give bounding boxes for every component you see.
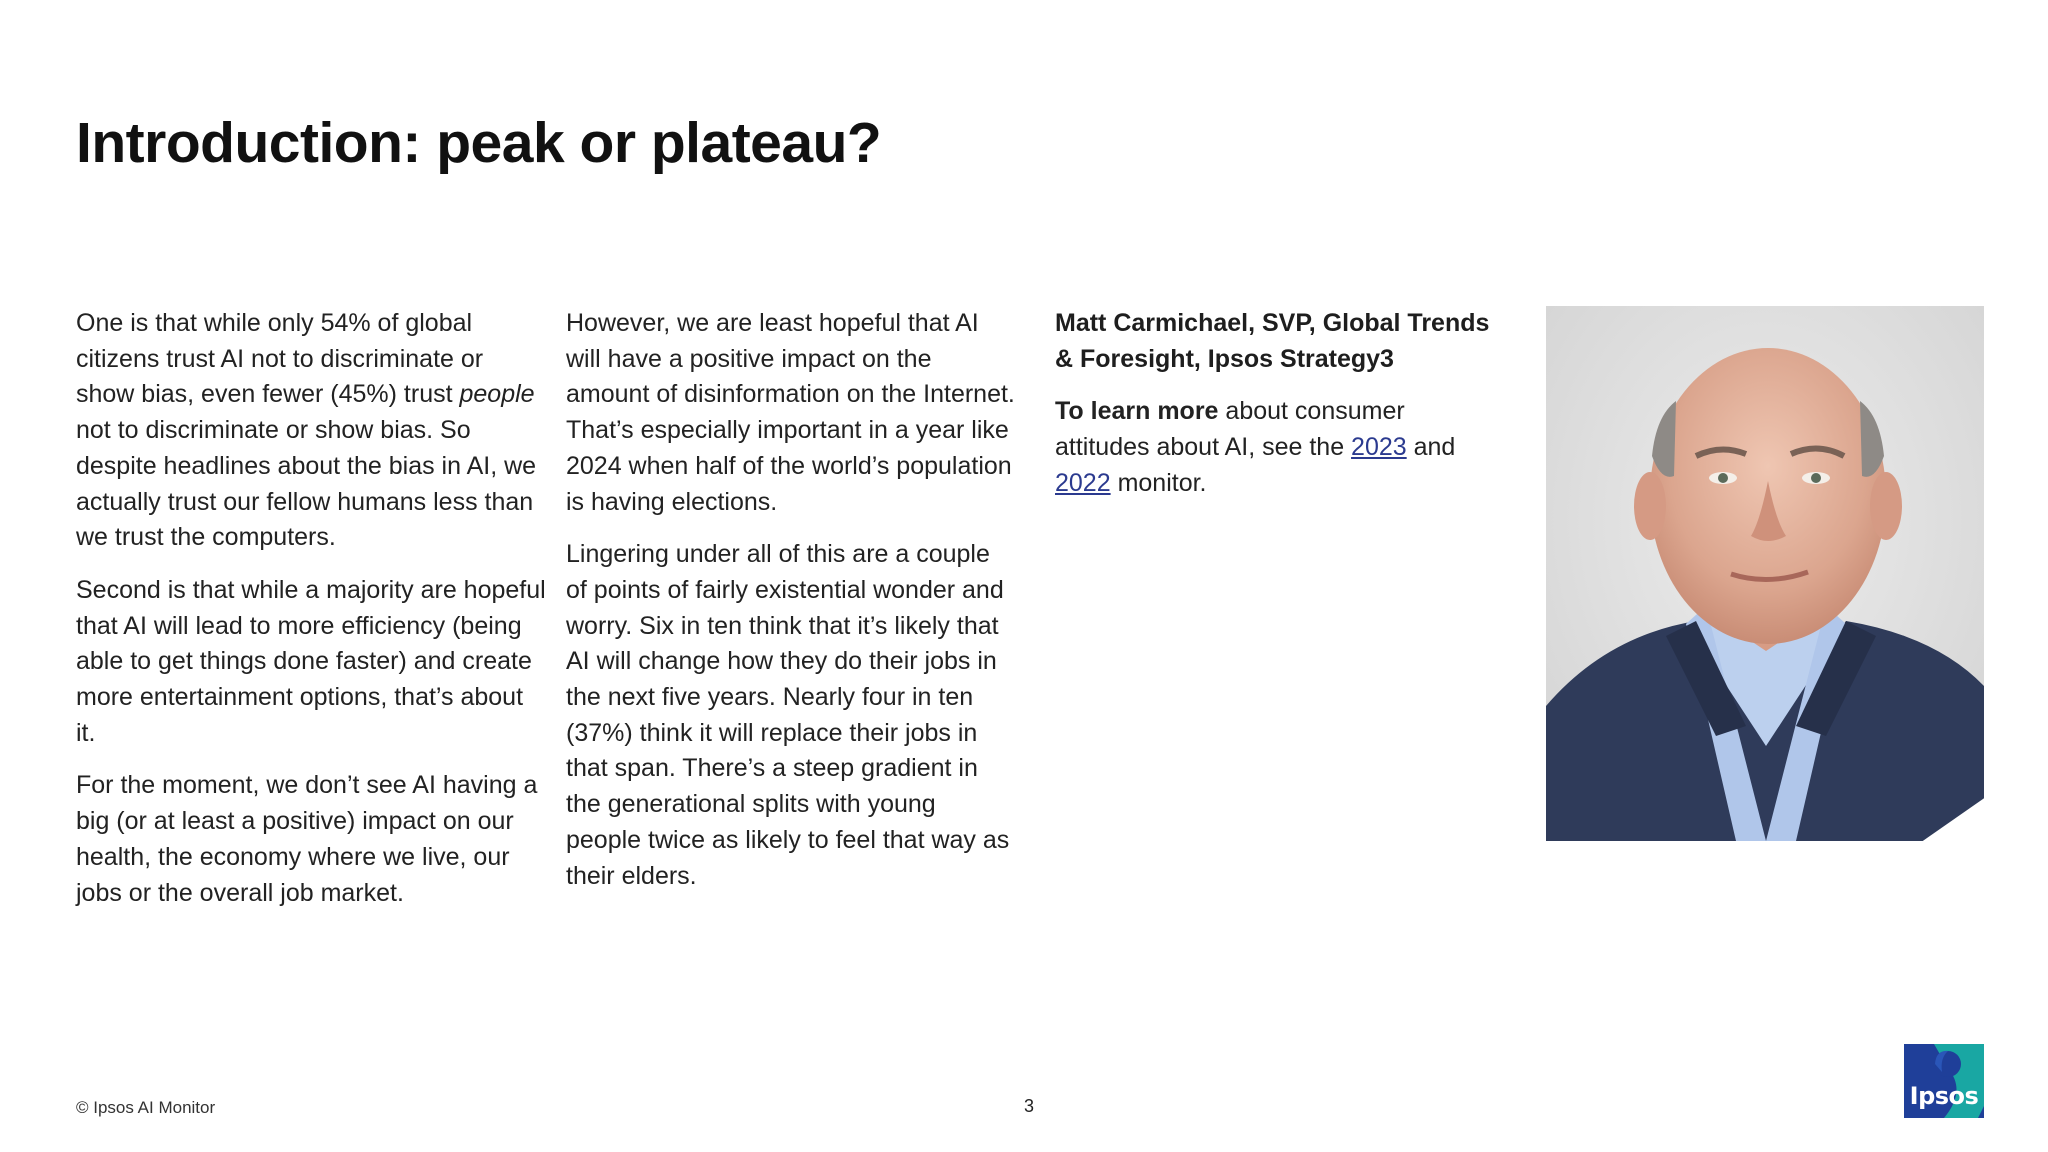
paragraph-impact: For the moment, we don’t see AI having a big (or at least a positive) impact on our health, the economy where we live, our jobs or the overall job market.	[76, 771, 538, 907]
text-column-3	[1055, 306, 1505, 519]
learn-more-paragraph: To learn more about consumer attitudes about AI, see the 2023 and 2022 monitor.	[1055, 397, 1456, 497]
paragraph-efficiency: Second is that while a majority are hopeful that AI will lead to more efficiency (being able to get things done faster) and create more entertainment options, that’s about it.	[76, 575, 546, 747]
paragraph-trust-bias: One is that while only 54% of global citizens trust AI not to discriminate or show bias, even fewer (45%) trust people not to discriminate or show bias. So despite headlines about the bias in AI, we actually trust our fellow humans less than we trust the computers.	[76, 309, 537, 552]
paragraph-disinformation: However, we are least hopeful that AI will have a positive impact on the amount of disinformation on the Internet. That’s especially important in a year like 2024 when half of the world’s population is having elections.	[566, 309, 1015, 516]
text-column-2	[566, 306, 1016, 911]
link-2022-monitor[interactable]: 2022	[1055, 468, 1111, 497]
text-column-1	[76, 306, 546, 928]
author-portrait	[1546, 306, 1984, 841]
portrait-illustration	[1546, 306, 1984, 841]
ipsos-logo	[1904, 1044, 1984, 1118]
page-number: 3	[1024, 1096, 1035, 1116]
logo-wordmark: Ipsos	[1909, 1082, 1979, 1110]
link-2023-monitor[interactable]: 2023	[1351, 433, 1407, 462]
paragraph-jobs: Lingering under all of this are a couple of points of fairly existential wonder and worry. Six in ten think that it’s likely that AI will change how they do their jobs in the next five years. Nearly four in ten (37%) think it will replace their jobs in that span. There’s a steep gradient in the generational splits with young people twice as likely to feel that way as their elders.	[566, 540, 1010, 890]
page-title: Introduction: peak or plateau?	[76, 111, 882, 175]
footer-copyright: © Ipsos AI Monitor	[76, 1098, 216, 1117]
author-credit: Matt Carmichael, SVP, Global Trends & Foresight, Ipsos Strategy3	[1055, 309, 1490, 373]
